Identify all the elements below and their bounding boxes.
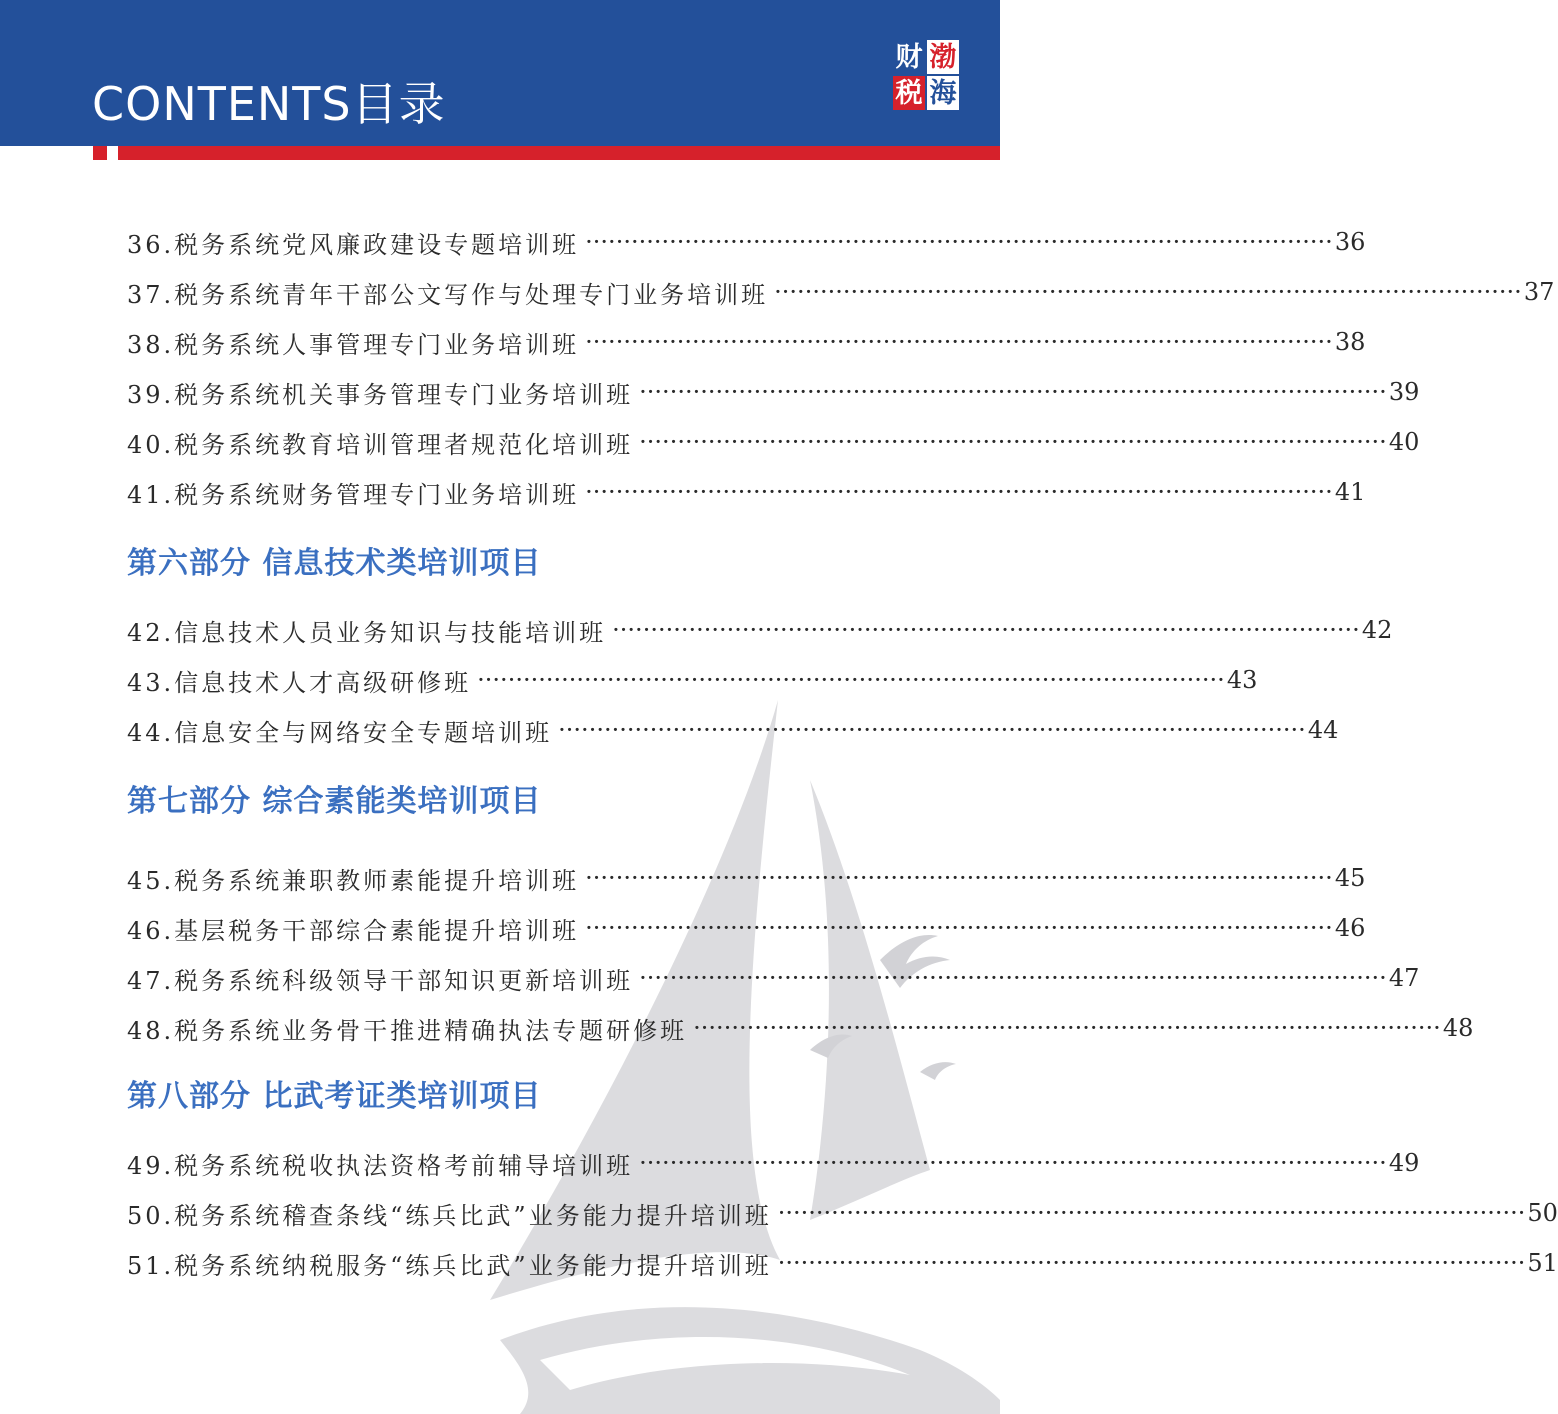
dot-leader: ·································································································· bbox=[585, 864, 1333, 892]
toc-entry[interactable] bbox=[127, 372, 1420, 412]
dot-leader: ·································································································· bbox=[585, 478, 1333, 506]
toc-entry-title: 42.信息技术人员业务知识与技能培训班 bbox=[127, 618, 607, 647]
toc-entry[interactable] bbox=[127, 660, 1258, 700]
toc-entry-title: 36.税务系统党风廉政建设专题培训班 bbox=[127, 230, 580, 259]
toc-page-number: 41 bbox=[1334, 478, 1366, 506]
toc-entry[interactable] bbox=[127, 472, 1366, 512]
toc-page-number: 47 bbox=[1388, 964, 1420, 992]
dot-leader: ·································································································· bbox=[639, 1149, 1387, 1177]
toc-entry[interactable] bbox=[127, 1008, 1474, 1048]
dot-leader: ·································································································· bbox=[612, 616, 1360, 644]
toc-page-number: 48 bbox=[1442, 1014, 1474, 1042]
toc-entry[interactable] bbox=[127, 958, 1420, 998]
toc-entry-title: 51.税务系统纳税服务“练兵比武”业务能力提升培训班 bbox=[127, 1251, 772, 1280]
toc-entry-title: 39.税务系统机关事务管理专门业务培训班 bbox=[127, 380, 634, 409]
logo-char: 财 bbox=[893, 40, 925, 74]
toc-page-number: 49 bbox=[1388, 1149, 1420, 1177]
section-heading-8: 第八部分 比武考证类培训项目 bbox=[127, 1079, 542, 1114]
toc-entry[interactable] bbox=[127, 1243, 1558, 1283]
toc-entry[interactable] bbox=[127, 908, 1366, 948]
dot-leader: ·································································································· bbox=[639, 378, 1387, 406]
toc-entry-title: 40.税务系统教育培训管理者规范化培训班 bbox=[127, 430, 634, 459]
section-heading-6: 第六部分 信息技术类培训项目 bbox=[127, 546, 542, 581]
toc-entry[interactable] bbox=[127, 858, 1366, 898]
dot-leader: ·································································································· bbox=[585, 328, 1333, 356]
toc-page-number: 38 bbox=[1334, 328, 1366, 356]
toc-entry-title: 47.税务系统科级领导干部知识更新培训班 bbox=[127, 966, 634, 995]
toc-entry[interactable] bbox=[127, 610, 1393, 650]
toc-page-number: 36 bbox=[1334, 228, 1366, 256]
toc-page-number: 40 bbox=[1388, 428, 1420, 456]
toc-page-number: 46 bbox=[1334, 914, 1366, 942]
logo-char: 税 bbox=[893, 76, 925, 110]
page-title: CONTENTS目录 bbox=[92, 77, 446, 131]
dot-leader: ·································································································· bbox=[585, 914, 1333, 942]
dot-leader: ·································································································· bbox=[639, 964, 1387, 992]
toc-entry-title: 41.税务系统财务管理专门业务培训班 bbox=[127, 480, 580, 509]
toc-page-number: 43 bbox=[1226, 666, 1258, 694]
toc-entry-title: 43.信息技术人才高级研修班 bbox=[127, 668, 472, 697]
toc-entry-title: 37.税务系统青年干部公文写作与处理专门业务培训班 bbox=[127, 280, 769, 309]
toc-page-number: 44 bbox=[1307, 716, 1339, 744]
sail-watermark bbox=[480, 700, 1000, 1414]
toc-entry[interactable] bbox=[127, 710, 1339, 750]
toc-entry[interactable] bbox=[127, 1143, 1420, 1183]
dot-leader: ·································································································· bbox=[774, 278, 1522, 306]
toc-page-number: 45 bbox=[1334, 864, 1366, 892]
toc-page-number: 37 bbox=[1523, 278, 1555, 306]
section-heading-7: 第七部分 综合素能类培训项目 bbox=[127, 784, 542, 819]
toc-page-number: 50 bbox=[1527, 1199, 1558, 1227]
dot-leader: ·································································································· bbox=[777, 1249, 1526, 1277]
toc-entry-title: 45.税务系统兼职教师素能提升培训班 bbox=[127, 866, 580, 895]
dot-leader: ·································································································· bbox=[477, 666, 1225, 694]
toc-entry[interactable] bbox=[127, 422, 1420, 462]
brand-logo bbox=[893, 40, 961, 112]
logo-char: 海 bbox=[927, 76, 959, 110]
toc-page-number: 39 bbox=[1388, 378, 1420, 406]
toc-entry-title: 44.信息安全与网络安全专题培训班 bbox=[127, 718, 553, 747]
dot-leader: ·································································································· bbox=[693, 1014, 1441, 1042]
toc-entry[interactable] bbox=[127, 322, 1366, 362]
toc-entry[interactable] bbox=[127, 1193, 1558, 1233]
accent-bar bbox=[118, 146, 1000, 160]
dot-leader: ·································································································· bbox=[777, 1199, 1526, 1227]
toc-entry[interactable] bbox=[127, 272, 1555, 312]
toc-entry[interactable] bbox=[127, 222, 1366, 262]
toc-entry-title: 49.税务系统税收执法资格考前辅导培训班 bbox=[127, 1151, 634, 1180]
header-banner bbox=[0, 0, 1000, 146]
toc-page-number: 51 bbox=[1527, 1249, 1558, 1277]
accent-square bbox=[93, 146, 107, 160]
toc-page-number: 42 bbox=[1361, 616, 1393, 644]
dot-leader: ·································································································· bbox=[585, 228, 1333, 256]
toc-entry-title: 48.税务系统业务骨干推进精确执法专题研修班 bbox=[127, 1016, 688, 1045]
dot-leader: ·································································································· bbox=[639, 428, 1387, 456]
logo-char: 渤 bbox=[927, 40, 959, 74]
toc-entry-title: 50.税务系统稽查条线“练兵比武”业务能力提升培训班 bbox=[127, 1201, 772, 1230]
dot-leader: ·································································································· bbox=[558, 716, 1306, 744]
toc-entry-title: 46.基层税务干部综合素能提升培训班 bbox=[127, 916, 580, 945]
toc-entry-title: 38.税务系统人事管理专门业务培训班 bbox=[127, 330, 580, 359]
